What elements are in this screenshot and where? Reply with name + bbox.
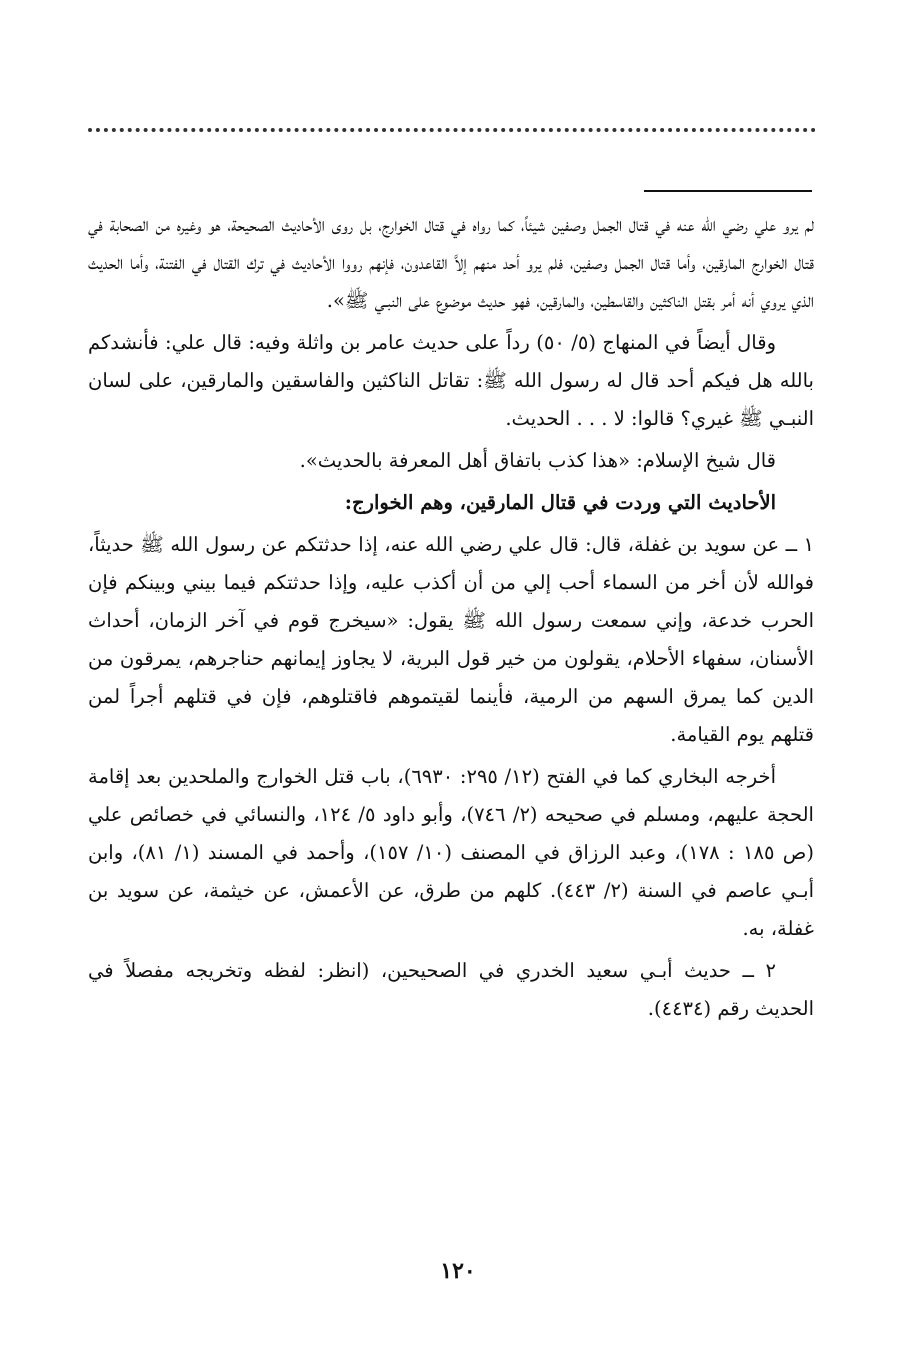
paragraph-footnote-continuation: لم يرو علي رضي الله عنه في قتال الجمل وصفين شيئاً، كما رواه في قتال الخوارج، بل روى الأحاديث الصحيحة، هو وغيره من الصحابة في قتال الخوارج المارقين، وأما قتال الجمل وصفين، فلم يرو أحد منهم إلاَّ القاعدون، فإنهم رووا الأحاديث في ترك القتال في الفتنة، وأما الحديث الذي يروي أنه أمر بقتل الناكثين والقاسطين، والمارقين، فهو حديث موضوع على النبـي ﷺ». bbox=[88, 213, 814, 312]
hadith-2: ٢ ــ حديث أبـي سعيد الخدري في الصحيحين، (انظر: لفظه وتخريجه مفصلاً في الحديث رقم (٤٤٣٤). bbox=[88, 959, 814, 1020]
page-number: ١٢٠ bbox=[440, 1258, 476, 1284]
paragraph-minhaj-quote: وقال أيضاً في المنهاج (٥/ ٥٠) رداً على حديث عامر بن واثلة وفيه: قال علي: فأنشدكم بالله هل فيكم أحد قال له رسول الله ﷺ: تقاتل الناكثين والفاسقين والمارقين، على لسان النبـي ﷺ غيري؟ قالوا: لا . . . الحديث. bbox=[88, 331, 814, 430]
section-heading: الأحاديث التي وردت في قتال المارقين، وهم الخوارج: bbox=[344, 491, 776, 514]
page-body bbox=[88, 206, 814, 1032]
dotted-separator-line bbox=[88, 128, 816, 132]
paragraph-shaykh-statement: قال شيخ الإسلام: «هذا كذب باتفاق أهل المعرفة بالحديث». bbox=[299, 449, 776, 472]
hadith-1-takhrij: أخرجه البخاري كما في الفتح (١٢/ ٢٩٥: ٦٩٣٠)، باب قتل الخوارج والملحدين بعد إقامة الحجة عليهم، ومسلم في صحيحه (٢/ ٧٤٦)، وأبو داود ٥/ ١٢٤، والنسائي في خصائص علي (ص ١٨٥ : ١٧٨)، وعبد الرزاق في المصنف (١٠/ ١٥٧)، وأحمد في المسند (١/ ٨١)، وابن أبـي عاصم في السنة (٢/ ٤٤٣). كلهم من طرق، عن الأعمش، عن خيثمة، عن سويد بن غفلة، به. bbox=[88, 765, 814, 940]
hadith-1: ١ ــ عن سويد بن غفلة، قال: قال علي رضي الله عنه، إذا حدثتكم عن رسول الله ﷺ حديثاً، فوالله لأن أخر من السماء أحب إلي من أن أكذب عليه، وإذا حدثتكم فيما بيني وبينكم فإن الحرب خدعة، وإني سمعت رسول الله ﷺ يقول: «سيخرج قوم في آخر الزمان، أحداث الأسنان، سفهاء الأحلام، يقولون من خير قول البرية، لا يجاوز إيمانهم حناجرهم، يمرقون من الدين كما يمرق السهم من الرمية، فأينما لقيتموهم فاقتلوهم، فإن في قتلهم أجراً لمن قتلهم يوم القيامة. bbox=[88, 533, 814, 746]
footnote-separator-line bbox=[644, 190, 812, 192]
